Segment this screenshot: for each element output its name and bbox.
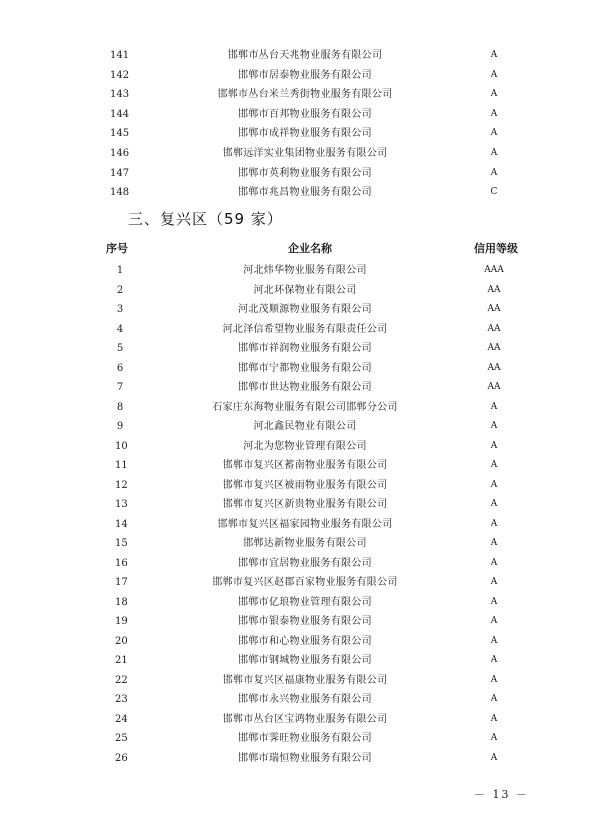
table-row (0, 183, 604, 202)
table-row (0, 164, 604, 183)
row-company-name: 邯郸市祥润物业服务有限公司 (238, 343, 372, 354)
table-row (0, 398, 604, 417)
row-num: 16 (115, 557, 128, 569)
row-company-name: 邯郸市复兴区蓄南物业服务有限公司 (222, 460, 388, 471)
row-company-name: 邯郸市亿琅物业管理有限公司 (238, 596, 372, 608)
row-company-name: 邯郸市钢城物业服务有限公司 (238, 655, 372, 666)
table-row (0, 144, 604, 163)
row-company-name: 河北泽信希望物业服务有限责任公司 (222, 323, 388, 335)
table-row (0, 359, 604, 378)
table-row (0, 690, 604, 709)
row-num: 19 (115, 616, 128, 627)
table-row (0, 534, 604, 553)
table-row (0, 749, 604, 768)
row-num: 5 (116, 343, 124, 354)
row-company-name: 河北为您物业管理有限公司 (243, 440, 367, 452)
row-num: 15 (115, 538, 128, 549)
row-credit-grade: AAA (484, 265, 504, 275)
row-company-name: 邯郸市宁都物业服务有限公司 (238, 362, 372, 374)
row-company-name: 邯郸市兆昌物业服务有限公司 (238, 187, 372, 199)
row-credit-grade: AA (487, 304, 501, 314)
table-row (0, 495, 604, 514)
row-company-name: 邯郸市银泰物业服务有限公司 (238, 616, 372, 627)
row-credit-grade: A (490, 674, 498, 685)
row-credit-grade: A (490, 89, 498, 100)
row-company-name: 邯郸市瑞恒物业服务有限公司 (238, 752, 372, 764)
row-num: 14 (115, 518, 128, 530)
row-credit-grade: A (490, 655, 498, 665)
row-num: 4 (116, 323, 124, 335)
row-company-name: 邯郸市永兴物业服务有限公司 (238, 694, 372, 705)
table-row (0, 437, 604, 456)
table-row (0, 378, 604, 397)
row-company-name: 邯郸市霁旺物业服务有限公司 (238, 733, 372, 744)
table-row (0, 261, 604, 280)
row-num: 146 (110, 148, 130, 159)
row-company-name: 邯郸市英利物业服务有限公司 (238, 167, 372, 179)
table-row (0, 710, 604, 729)
row-credit-grade: A (490, 108, 498, 119)
row-credit-grade: A (490, 128, 498, 139)
row-num: 1 (116, 265, 124, 276)
table-row (0, 66, 604, 85)
row-credit-grade: AA (487, 362, 501, 373)
row-credit-grade: A (490, 694, 498, 704)
row-credit-grade: A (490, 752, 498, 763)
row-credit-grade: A (490, 713, 498, 724)
row-credit-grade: A (490, 148, 498, 158)
row-credit-grade: A (490, 69, 498, 80)
row-company-name: 邯郸达新物业服务有限公司 (243, 538, 367, 549)
row-company-name: 河北茂顺源物业服务有限公司 (238, 304, 372, 315)
row-credit-grade: A (490, 479, 498, 490)
row-num: 141 (110, 50, 130, 61)
row-num: 12 (115, 479, 128, 491)
table-row (0, 515, 604, 534)
row-num: 20 (115, 635, 128, 647)
row-company-name: 邯郸市成祥物业服务有限公司 (238, 128, 372, 140)
row-credit-grade: A (490, 733, 498, 743)
table-row (0, 671, 604, 690)
row-num: 10 (115, 440, 128, 452)
row-company-name: 邯郸市居泰物业服务有限公司 (238, 69, 372, 81)
row-num: 21 (115, 655, 128, 666)
row-num: 8 (116, 401, 124, 413)
table-row (0, 651, 604, 670)
row-credit-grade: A (490, 635, 498, 646)
table-row (0, 729, 604, 748)
row-company-name: 邯郸市和心物业服务有限公司 (238, 635, 372, 647)
row-credit-grade: AA (487, 284, 501, 295)
table-row (0, 554, 604, 573)
row-credit-grade: A (490, 577, 498, 587)
table-row (0, 46, 604, 65)
section-heading: 三、复兴区（59 家） (128, 210, 283, 228)
row-num: 23 (115, 694, 128, 705)
row-company-name: 邯郸市复兴区被雨物业服务有限公司 (222, 479, 388, 491)
row-company-name: 邯郸远洋实业集团物业服务有限公司 (222, 148, 388, 159)
row-num: 147 (110, 167, 130, 179)
page-number: － 13 － (474, 788, 529, 801)
row-credit-grade: A (490, 421, 498, 431)
row-company-name: 邯郸市复兴区福家园物业服务有限公司 (217, 518, 393, 530)
row-num: 144 (110, 108, 130, 120)
table-row (0, 300, 604, 319)
row-credit-grade: A (490, 499, 498, 509)
row-credit-grade: AA (487, 343, 501, 353)
table-row (0, 339, 604, 358)
row-num: 26 (115, 752, 128, 764)
row-company-name: 邯郸市复兴区新贵物业服务有限公司 (222, 499, 388, 510)
row-credit-grade: AA (487, 323, 501, 334)
table-row (0, 124, 604, 143)
row-credit-grade: A (490, 167, 498, 178)
row-num: 143 (110, 89, 130, 101)
table-row (0, 573, 604, 592)
row-num: 3 (116, 304, 124, 315)
row-company-name: 河北鑫民物业有限公司 (253, 421, 357, 432)
row-credit-grade: C (490, 187, 498, 198)
row-company-name: 河北炜华物业服务有限公司 (243, 265, 367, 276)
table-row (0, 85, 604, 104)
row-num: 24 (115, 713, 128, 725)
table-row (0, 417, 604, 436)
header-num: 序号 (106, 242, 128, 255)
row-credit-grade: A (490, 538, 498, 548)
row-num: 6 (116, 362, 124, 374)
table-header (0, 240, 604, 260)
row-num: 142 (110, 69, 130, 81)
row-credit-grade: A (490, 557, 498, 568)
row-num: 22 (115, 674, 128, 686)
row-credit-grade: A (490, 596, 498, 607)
row-company-name: 邯郸市复兴区福康物业服务有限公司 (222, 674, 388, 686)
row-credit-grade: A (490, 50, 498, 60)
table-row (0, 281, 604, 300)
table-row (0, 632, 604, 651)
row-num: 18 (115, 596, 128, 608)
header-name: 企业名称 (288, 242, 332, 255)
row-credit-grade: A (490, 401, 498, 412)
row-num: 25 (115, 733, 128, 744)
row-num: 148 (110, 187, 130, 199)
row-company-name: 邯郸市复兴区赵郡百家物业服务有限公司 (212, 577, 398, 588)
table-row (0, 105, 604, 124)
row-company-name: 邯郸市丛台米兰秀街物业服务有限公司 (217, 89, 393, 101)
row-num: 145 (110, 128, 130, 140)
row-company-name: 邯郸市百邦物业服务有限公司 (238, 108, 372, 120)
row-company-name: 邯郸市世达物业服务有限公司 (238, 382, 372, 393)
row-company-name: 河北环保物业有限公司 (253, 284, 357, 296)
row-credit-grade: A (490, 518, 498, 529)
row-company-name: 邯郸市丛台区宝鸿物业服务有限公司 (222, 713, 388, 725)
table-row (0, 476, 604, 495)
row-credit-grade: A (490, 440, 498, 451)
row-num: 11 (115, 460, 128, 471)
row-num: 17 (115, 577, 128, 588)
row-company-name: 邯郸市丛台天兆物业服务有限公司 (227, 50, 383, 61)
row-num: 2 (116, 284, 124, 296)
row-num: 13 (115, 499, 128, 510)
row-credit-grade: AA (487, 382, 501, 392)
row-credit-grade: A (490, 460, 498, 470)
header-grade: 信用等级 (474, 242, 518, 255)
table-row (0, 320, 604, 339)
row-credit-grade: A (490, 616, 498, 626)
row-company-name: 邯郸市宜居物业服务有限公司 (238, 557, 372, 569)
row-num: 7 (116, 382, 124, 393)
row-company-name: 石家庄东海物业服务有限公司邯郸分公司 (212, 401, 398, 413)
table-row (0, 456, 604, 475)
table-row (0, 593, 604, 612)
row-num: 9 (116, 421, 124, 432)
table-row (0, 612, 604, 631)
